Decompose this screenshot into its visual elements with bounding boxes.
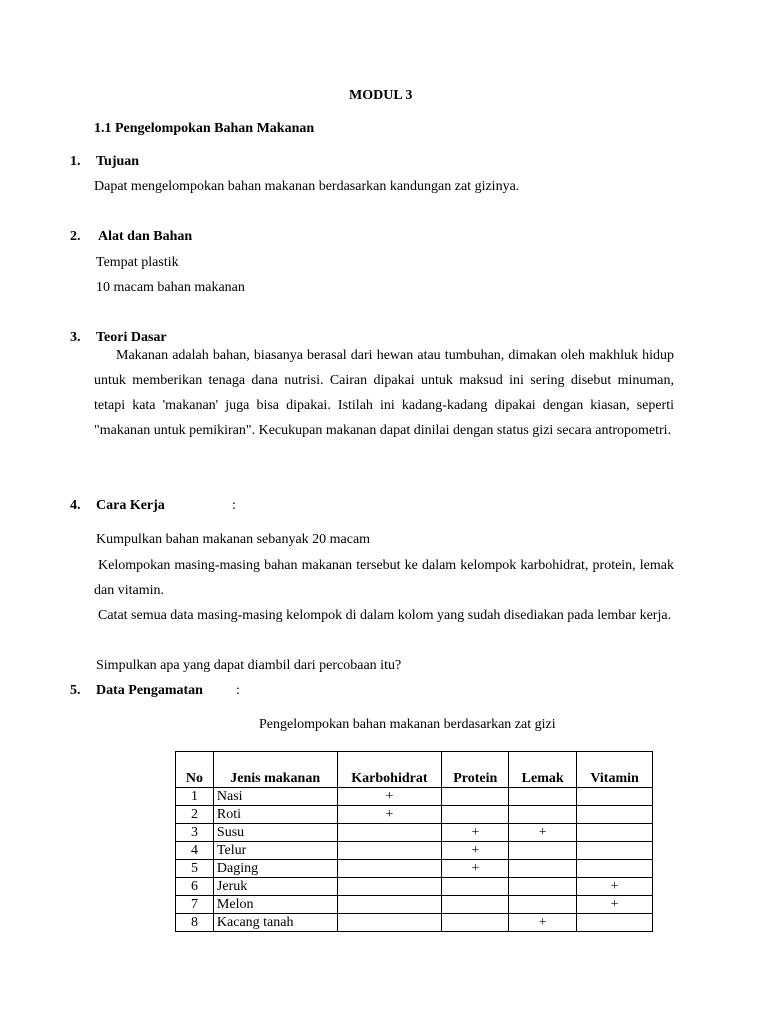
cell-protein (442, 806, 509, 824)
cell-no: 5 (176, 860, 214, 878)
alat-item: Tempat plastik (96, 255, 179, 270)
cell-lemak: + (509, 824, 577, 842)
cell-vitamin: + (577, 896, 653, 914)
cell-lemak (509, 842, 577, 860)
col-header-vitamin: Vitamin (577, 752, 653, 788)
cell-lemak (509, 878, 577, 896)
cell-karbohidrat (337, 824, 442, 842)
section-number-teori: 3. (70, 330, 81, 345)
cell-protein: + (442, 824, 509, 842)
section-number-data: 5. (70, 683, 81, 698)
section-heading-teori: Teori Dasar (96, 330, 167, 345)
cell-protein: + (442, 860, 509, 878)
cell-lemak (509, 860, 577, 878)
cell-vitamin: + (577, 878, 653, 896)
cell-karbohidrat: + (337, 806, 442, 824)
cell-karbohidrat (337, 914, 442, 932)
cell-vitamin (577, 842, 653, 860)
cell-vitamin (577, 860, 653, 878)
table-row (176, 788, 653, 806)
col-header-karbohidrat: Karbohidrat (337, 752, 442, 788)
tujuan-text: Dapat mengelompokan bahan makanan berdasarkan kandungan zat gizinya. (94, 179, 520, 194)
cell-food: Daging (213, 860, 337, 878)
cell-food: Telur (213, 842, 337, 860)
cara-colon: : (232, 498, 236, 513)
cell-lemak (509, 896, 577, 914)
col-header-protein: Protein (442, 752, 509, 788)
cell-no: 2 (176, 806, 214, 824)
cara-step: Simpulkan apa yang dapat diambil dari percobaan itu? (96, 658, 402, 673)
col-header-no: No (176, 752, 214, 788)
table-row (176, 806, 653, 824)
cell-vitamin (577, 914, 653, 932)
table-caption: Pengelompokan bahan makanan berdasarkan zat gizi (259, 717, 556, 732)
cell-food: Susu (213, 824, 337, 842)
cell-no: 6 (176, 878, 214, 896)
page-title: MODUL 3 (349, 88, 413, 103)
section-heading-alat: Alat dan Bahan (98, 229, 193, 244)
cell-food: Jeruk (213, 878, 337, 896)
section-subtitle: 1.1 Pengelompokan Bahan Makanan (94, 121, 315, 136)
cara-step: Kumpulkan bahan makanan sebanyak 20 macam (96, 532, 371, 547)
table-row (176, 842, 653, 860)
section-heading-data: Data Pengamatan (96, 683, 203, 698)
section-number-tujuan: 1. (70, 154, 81, 169)
cell-karbohidrat (337, 842, 442, 860)
cara-step: Catat semua data masing-masing kelompok di dalam kolom yang sudah disediakan pada lembar kerja. (98, 608, 672, 623)
cell-lemak (509, 788, 577, 806)
cell-protein (442, 788, 509, 806)
cell-vitamin (577, 788, 653, 806)
cara-step: Kelompokan masing-masing bahan makanan tersebut ke dalam kelompok karbohidrat, protein, lemak dan vitamin. (94, 558, 674, 598)
table-row (176, 860, 653, 878)
cell-no: 8 (176, 914, 214, 932)
table-row (176, 914, 653, 932)
observation-table (175, 751, 653, 932)
cell-no: 7 (176, 896, 214, 914)
cell-vitamin (577, 824, 653, 842)
cell-karbohidrat (337, 896, 442, 914)
cell-karbohidrat: + (337, 788, 442, 806)
cell-protein: + (442, 842, 509, 860)
table-row (176, 896, 653, 914)
cell-lemak (509, 806, 577, 824)
table-row (176, 878, 653, 896)
section-heading-tujuan: Tujuan (96, 154, 140, 169)
cell-lemak: + (509, 914, 577, 932)
cell-no: 3 (176, 824, 214, 842)
cell-protein (442, 896, 509, 914)
section-heading-cara: Cara Kerja (96, 498, 165, 513)
teori-paragraph: Makanan adalah bahan, biasanya berasal dari hewan atau tumbuhan, dimakan oleh makhluk hidup untuk memberikan tenaga dana nutrisi. Cairan dipakai untuk maksud ini sering disebut minuman, tetapi kata 'makanan' juga bisa dipakai. Istilah ini kadang-kadang dipakai dengan kiasan, seperti "makanan untuk pemikiran". Kecukupan makanan dapat dinilai dengan status gizi secara antropometri. (94, 348, 674, 438)
col-header-jenis: Jenis makanan (213, 752, 337, 788)
cell-no: 1 (176, 788, 214, 806)
cell-karbohidrat (337, 878, 442, 896)
section-number-cara: 4. (70, 498, 81, 513)
cell-no: 4 (176, 842, 214, 860)
cell-protein (442, 878, 509, 896)
table-header-row (176, 752, 653, 788)
table-row (176, 824, 653, 842)
cell-protein (442, 914, 509, 932)
cell-karbohidrat (337, 860, 442, 878)
cell-food: Kacang tanah (213, 914, 337, 932)
col-header-lemak: Lemak (509, 752, 577, 788)
section-number-alat: 2. (70, 229, 81, 244)
cell-vitamin (577, 806, 653, 824)
data-colon: : (236, 683, 240, 698)
cell-food: Melon (213, 896, 337, 914)
alat-item: 10 macam bahan makanan (96, 280, 245, 295)
cell-food: Nasi (213, 788, 337, 806)
cell-food: Roti (213, 806, 337, 824)
